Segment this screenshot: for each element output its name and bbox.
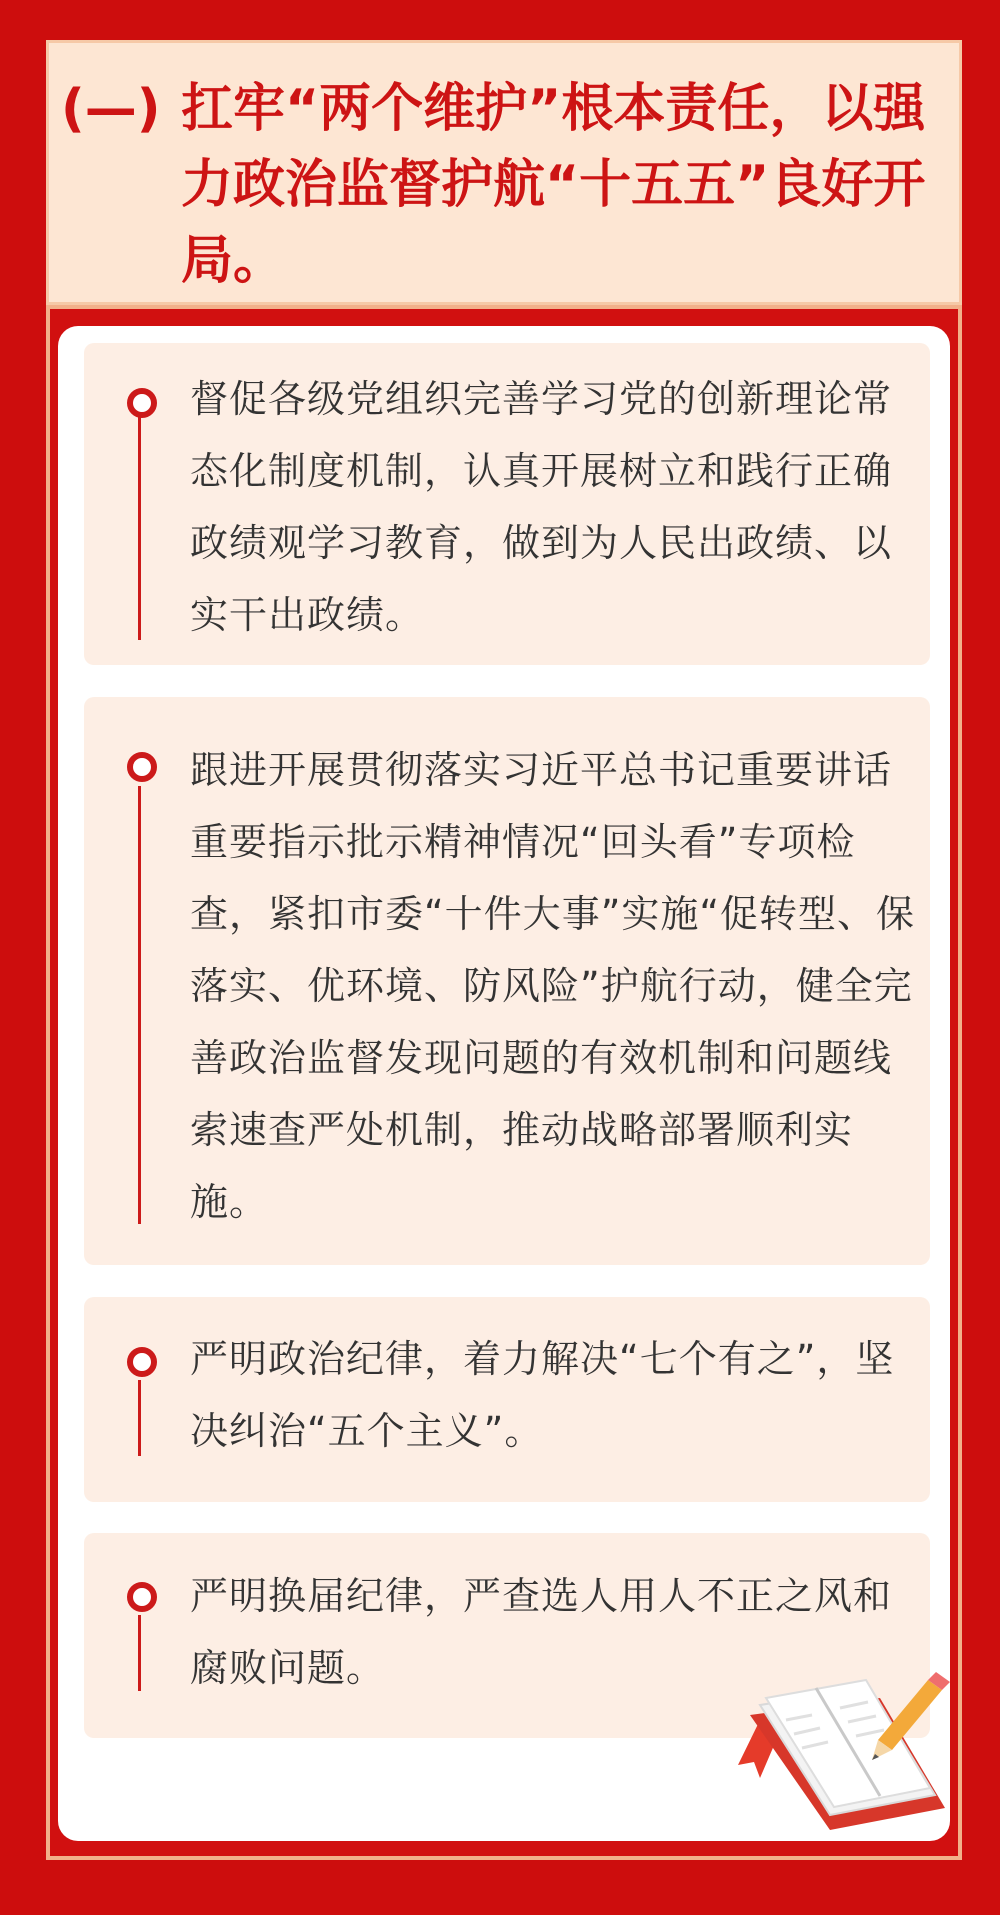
item-text: 严明换届纪律，严查选人用人不正之风和腐败问题。 xyxy=(190,1574,893,1690)
header-banner xyxy=(46,40,962,305)
section-number: (—) xyxy=(61,79,161,139)
item-line xyxy=(138,1615,141,1691)
circle-bullet-icon xyxy=(127,1347,157,1377)
item-line xyxy=(138,410,141,640)
book-pencil-icon xyxy=(730,1670,960,1840)
item-text: 督促各级党组织完善学习党的创新理论常态化制度机制，认真开展树立和践行正确政绩观学习教育，做到为人民出政绩、以实干出政绩。 xyxy=(190,377,893,637)
item-line xyxy=(138,1380,141,1456)
circle-bullet-icon xyxy=(127,388,157,418)
circle-bullet-icon xyxy=(127,752,157,782)
circle-bullet-icon xyxy=(127,1582,157,1612)
item-text: 严明政治纪律，着力解决“七个有之”，坚决纠治“五个主义”。 xyxy=(190,1337,895,1453)
item-text: 跟进开展贯彻落实习近平总书记重要讲话重要指示批示精神情况“回头看”专项检查，紧扣市委“十件大事”实施“促转型、保落实、优环境、防风险”护航行动，健全完善政治监督发现问题的有效机制和问题线索速查严处机制，推动战略部署顺利实施。 xyxy=(190,748,916,1224)
item-line xyxy=(138,786,141,1224)
section-title: 扛牢“两个维护”根本责任，以强力政治监督护航“十五五”良好开局。 xyxy=(181,79,926,291)
